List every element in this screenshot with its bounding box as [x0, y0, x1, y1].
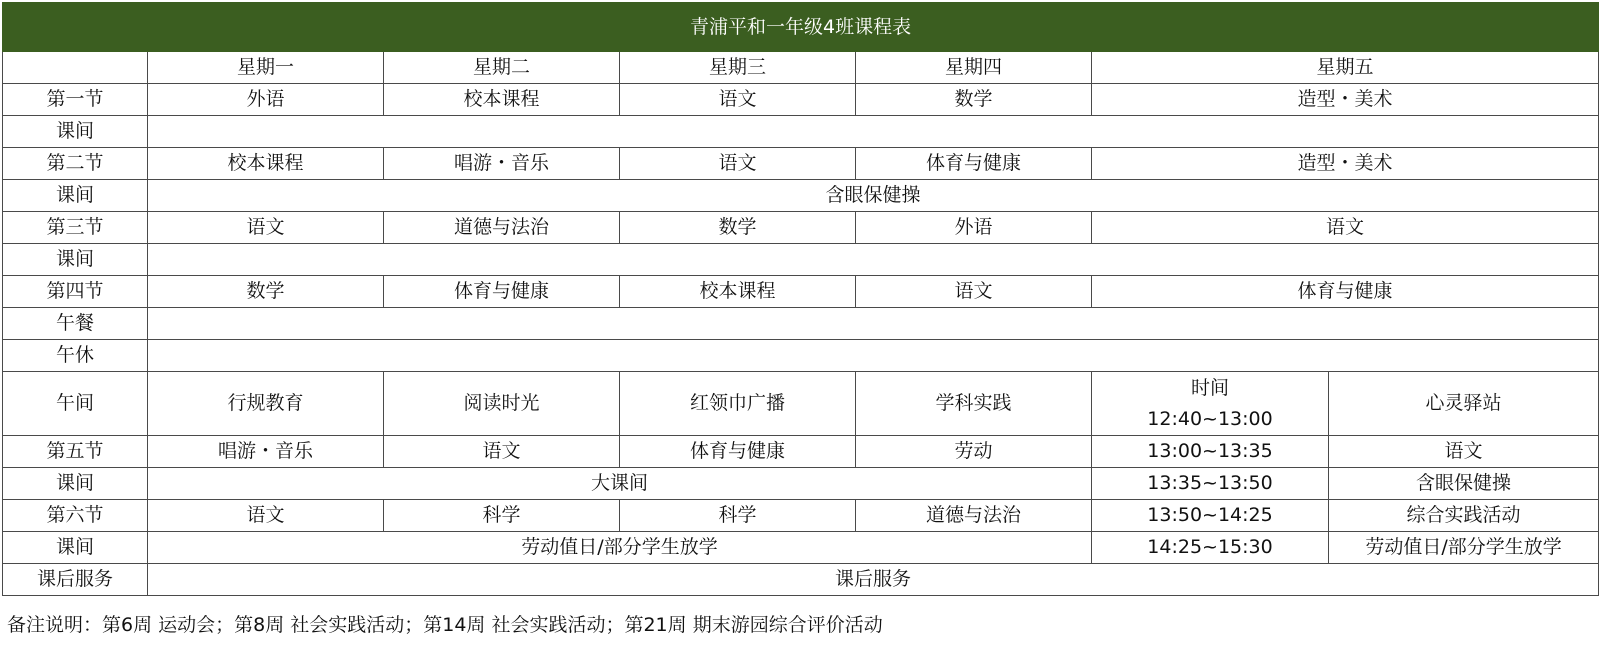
friday-activity-cell: 劳动值日/部分学生放学 — [1329, 532, 1599, 564]
period-row-5 — [3, 436, 1599, 468]
row-label: 第二节 — [3, 148, 148, 180]
timetable — [2, 2, 1599, 596]
timetable-title: 青浦平和一年级4班课程表 — [3, 3, 1599, 52]
lesson-cell: 科学 — [384, 500, 620, 532]
lesson-cell: 道德与法治 — [384, 212, 620, 244]
friday-activity-cell: 含眼保健操 — [1329, 468, 1599, 500]
lesson-cell: 校本课程 — [384, 84, 620, 116]
day-header: 星期一 — [148, 52, 384, 84]
lesson-cell: 劳动 — [856, 436, 1092, 468]
noon-row — [3, 372, 1599, 436]
day-header: 星期五 — [1092, 52, 1599, 84]
time-value: 13:35~13:50 — [1092, 468, 1329, 500]
lesson-cell: 数学 — [620, 212, 856, 244]
activity-cell: 阅读时光 — [384, 372, 620, 436]
nap-row — [3, 340, 1599, 372]
lesson-cell: 科学 — [620, 500, 856, 532]
time-header: 时间 — [1190, 376, 1229, 399]
lesson-cell: 数学 — [148, 276, 384, 308]
row-label: 第六节 — [3, 500, 148, 532]
row-label: 第一节 — [3, 84, 148, 116]
lesson-cell: 道德与法治 — [856, 500, 1092, 532]
lesson-cell: 语文 — [148, 500, 384, 532]
break-row-5 — [3, 468, 1599, 500]
row-label: 第三节 — [3, 212, 148, 244]
break-row-2 — [3, 180, 1599, 212]
timetable-sheet — [2, 2, 1598, 596]
lesson-cell: 唱游・音乐 — [384, 148, 620, 180]
time-value: 13:50~14:25 — [1092, 500, 1329, 532]
lesson-cell: 造型・美术 — [1092, 84, 1599, 116]
lesson-cell: 唱游・音乐 — [148, 436, 384, 468]
break-row-3 — [3, 244, 1599, 276]
lesson-cell: 体育与健康 — [1092, 276, 1599, 308]
period-row-2 — [3, 148, 1599, 180]
lesson-cell: 造型・美术 — [1092, 148, 1599, 180]
time-stack — [1092, 373, 1328, 435]
friday-activity-cell: 综合实践活动 — [1329, 500, 1599, 532]
break-cell: 大课间 — [148, 468, 1092, 500]
lesson-cell: 校本课程 — [148, 148, 384, 180]
row-label: 课间 — [3, 532, 148, 564]
period-row-4 — [3, 276, 1599, 308]
period-row-1 — [3, 84, 1599, 116]
row-label: 课间 — [3, 180, 148, 212]
break-cell — [148, 244, 1599, 276]
row-label: 午休 — [3, 340, 148, 372]
period-row-6 — [3, 500, 1599, 532]
lunch-row — [3, 308, 1599, 340]
time-value: 13:00~13:35 — [1092, 436, 1329, 468]
lesson-cell: 外语 — [856, 212, 1092, 244]
friday-activity-cell: 心灵驿站 — [1329, 372, 1599, 436]
remarks-note: 备注说明：第6周 运动会；第8周 社会实践活动；第14周 社会实践活动；第21周 期末游园综合评价活动 — [7, 614, 883, 636]
lesson-cell: 外语 — [148, 84, 384, 116]
activity-cell: 行规教育 — [148, 372, 384, 436]
day-header-row — [3, 52, 1599, 84]
break-cell — [148, 308, 1599, 340]
title-row — [3, 3, 1599, 52]
row-label: 课间 — [3, 244, 148, 276]
time-value: 12:40~13:00 — [1147, 407, 1273, 430]
lesson-cell: 数学 — [856, 84, 1092, 116]
lesson-cell: 语文 — [620, 148, 856, 180]
day-header: 星期二 — [384, 52, 620, 84]
time-value: 14:25~15:30 — [1092, 532, 1329, 564]
break-cell: 含眼保健操 — [148, 180, 1599, 212]
row-label: 午间 — [3, 372, 148, 436]
lesson-cell: 语文 — [148, 212, 384, 244]
row-label: 课间 — [3, 468, 148, 500]
corner-cell — [3, 52, 148, 84]
break-row-6 — [3, 532, 1599, 564]
lesson-cell: 语文 — [1092, 212, 1599, 244]
after-school-row — [3, 564, 1599, 596]
lesson-cell: 体育与健康 — [620, 436, 856, 468]
activity-cell: 学科实践 — [856, 372, 1092, 436]
after-school-cell: 课后服务 — [148, 564, 1599, 596]
lesson-cell: 语文 — [620, 84, 856, 116]
lesson-cell: 体育与健康 — [856, 148, 1092, 180]
lesson-cell: 语文 — [384, 436, 620, 468]
break-row-1 — [3, 116, 1599, 148]
lesson-cell: 语文 — [856, 276, 1092, 308]
lesson-cell: 体育与健康 — [384, 276, 620, 308]
break-cell: 劳动值日/部分学生放学 — [148, 532, 1092, 564]
lesson-cell: 校本课程 — [620, 276, 856, 308]
break-cell — [148, 116, 1599, 148]
row-label: 第五节 — [3, 436, 148, 468]
break-cell — [148, 340, 1599, 372]
day-header: 星期四 — [856, 52, 1092, 84]
activity-cell: 红领巾广播 — [620, 372, 856, 436]
row-label: 第四节 — [3, 276, 148, 308]
time-cell — [1092, 372, 1329, 436]
row-label: 课间 — [3, 116, 148, 148]
row-label: 课后服务 — [3, 564, 148, 596]
row-label: 午餐 — [3, 308, 148, 340]
friday-activity-cell: 语文 — [1329, 436, 1599, 468]
period-row-3 — [3, 212, 1599, 244]
day-header: 星期三 — [620, 52, 856, 84]
